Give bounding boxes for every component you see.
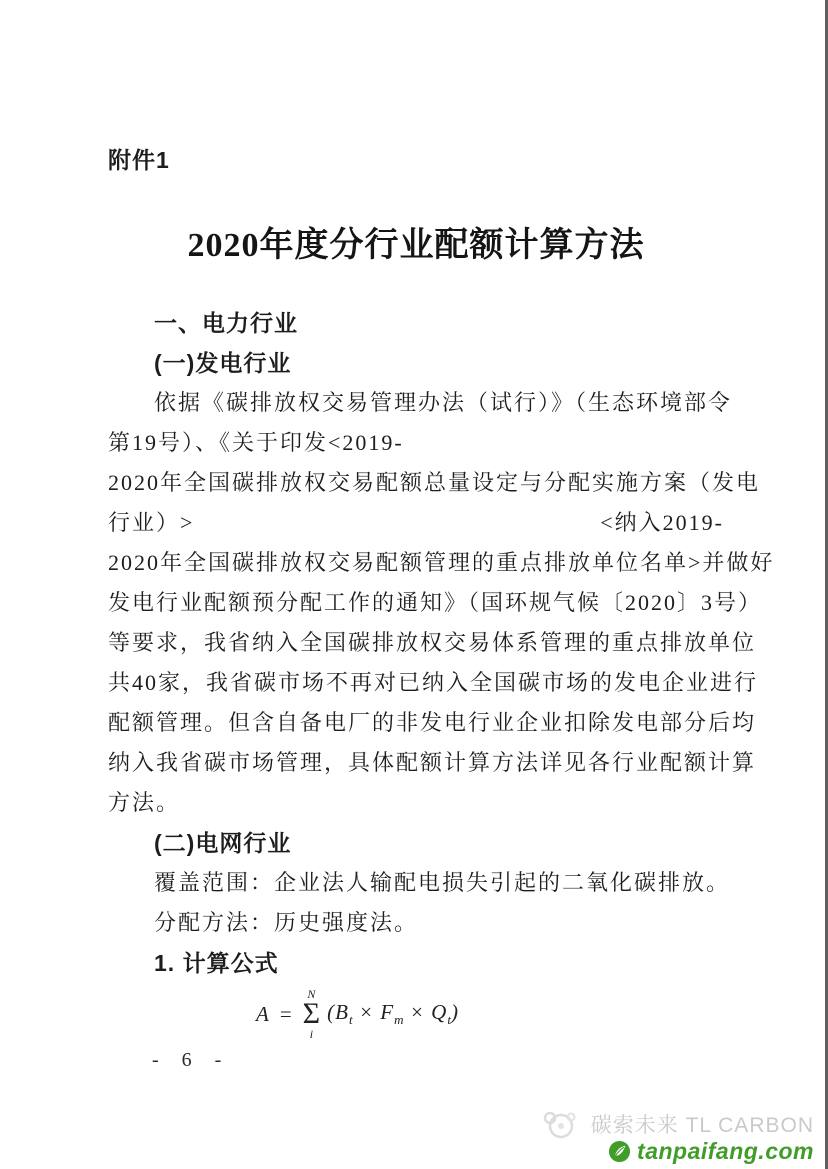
document-content [108,147,775,1072]
formula-expression [327,1000,459,1028]
subsection-heading-generation: (一)发电行业 [154,350,292,376]
watermark-brand-text: 碳索未来 TL CARBON [590,1114,814,1137]
formula-term: ) [450,1000,459,1024]
tl-carbon-logo-icon [537,1109,583,1139]
formula-term: × Q [403,1000,448,1024]
paragraph-line: 共40家，我省碳市场不再对已纳入全国碳市场的发电企业进行 [108,670,759,695]
section-heading-power: 一、电力行业 [154,310,298,336]
coverage-line: 覆盖范围：企业法人输配电损失引起的二氧化碳排放。 [154,870,731,895]
paragraph-line: 等要求，我省纳入全国碳排放权交易体系管理的重点排放单位 [108,630,757,655]
formula-term: × F [352,1000,395,1024]
formula-equals: = [279,1001,293,1026]
tanpaifang-leaf-icon [608,1140,631,1163]
document-body [108,303,775,1072]
formula-subscript: m [394,1012,404,1027]
formula-subscript: t [447,1012,451,1027]
paragraph-line-left: 行业）> [108,510,195,535]
formula-variable: A [256,1001,270,1026]
watermark-site-row [608,1137,814,1165]
page-title: 2020年度分行业配额计算方法 [187,227,645,264]
attachment-label: 附件1 [108,147,170,173]
paragraph-line: 第19号）、《关于印发<2019- [108,430,404,455]
formula-heading: 1. 计算公式 [154,950,279,976]
watermark-brand-row [537,1109,814,1139]
page-number: - 6 - [152,1049,231,1071]
method-line: 分配方法：历史强度法。 [154,910,419,935]
subsection-heading-grid: (二)电网行业 [154,830,292,856]
paragraph-line-right: <纳入2019- [600,510,724,535]
watermark-site-text: tanpaifang.com [637,1137,814,1164]
paragraph-line: 纳入我省碳市场管理，具体配额计算方法详见各行业配额计算 [108,750,757,775]
summation-index: i [309,1027,315,1041]
formula-term: (B [327,1000,349,1024]
paragraph-line: 依据《碳排放权交易管理办法（试行）》（生态环境部令 [154,390,733,415]
paragraph-line: 发电行业配额预分配工作的通知》（国环规气候〔2020〕3号） [108,590,763,615]
paragraph-line: 配额管理。但含自备电厂的非发电行业企业扣除发电部分后均 [108,710,757,735]
summation-upper-limit: N [307,987,317,1001]
watermark [537,1109,814,1165]
paragraph-line: 2020年全国碳排放权交易配额总量设定与分配实施方案（发电 [108,470,761,495]
summation-symbol [303,988,321,1040]
paragraph-line: 2020年全国碳排放权交易配额管理的重点排放单位名单>并做好 [108,550,775,575]
formula [108,983,724,1045]
sigma-icon: Σ [302,997,322,1030]
formula-subscript: t [348,1012,353,1027]
paragraph-line-justified [108,503,724,543]
paragraph-line: 方法。 [108,790,181,815]
